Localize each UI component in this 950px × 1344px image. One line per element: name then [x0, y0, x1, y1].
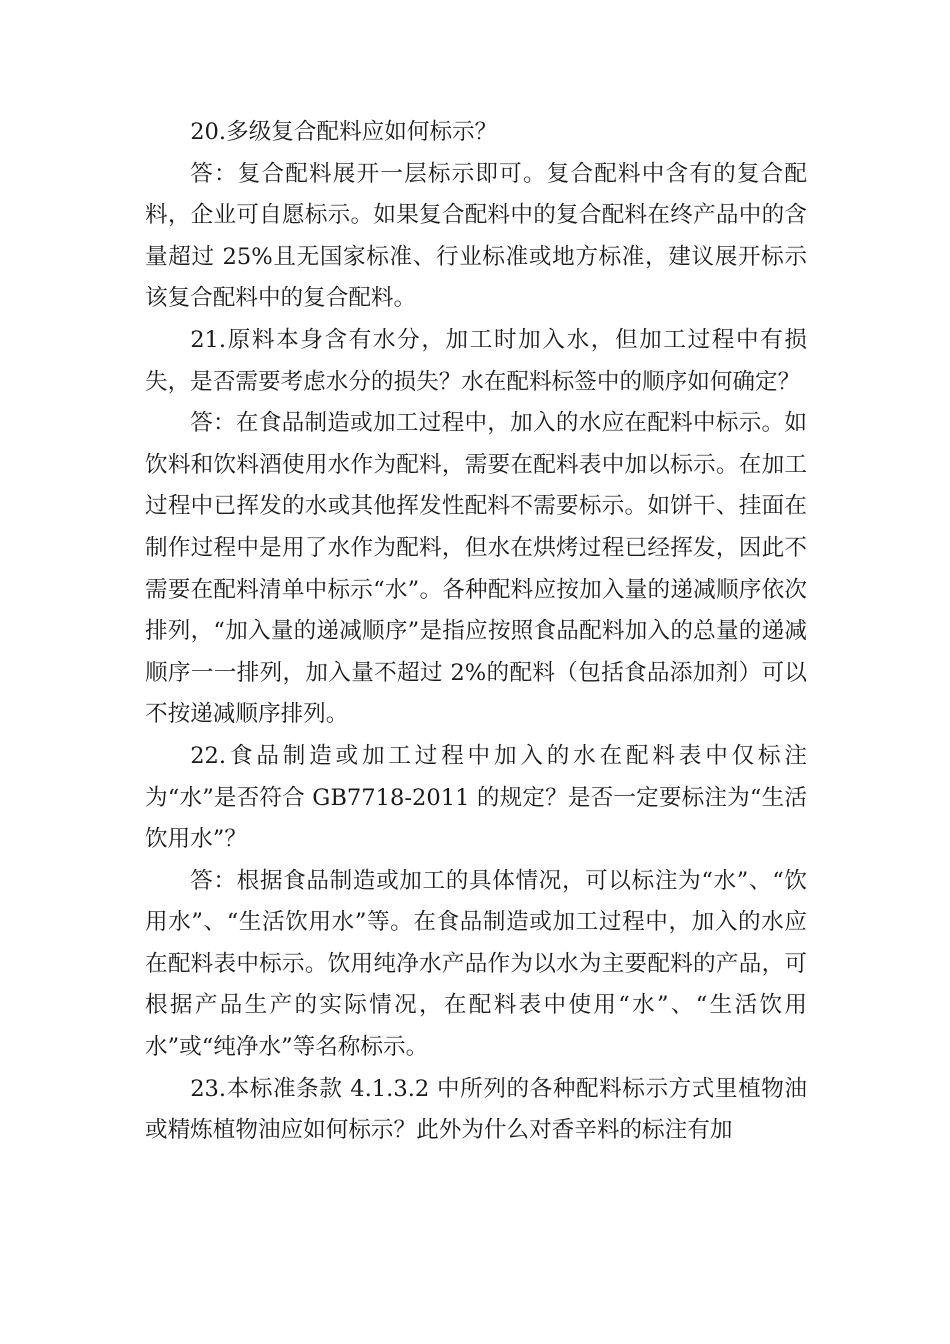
answer-21: 答：在食品制造或加工过程中，加入的水应在配料中标示。如饮料和饮料酒使用水作为配料，需要在配料表中加以标示。在加工过程中已挥发的水或其他挥发性配料不需要标示。如饼干、挂面在制作过程中是用了水作为配料，但水在烘烤过程已经挥发，因此不需要在配料清单中标示“水”。各种配料应按加入量的递减顺序依次排列，“加入量的递减顺序”是指应按照食品配料加入的总量的递减顺序一一排列，加入量不超过 2%的配料（包括食品添加剂）可以不按递减顺序排列。 [145, 410, 807, 728]
question-22: 22.食品制造或加工过程中加入的水在配料表中仅标注为“水”是否符合 GB7718-2011 的规定？是否一定要标注为“生活饮用水”？ [145, 742, 807, 853]
question-20: 20.多级复合配料应如何标示？ [190, 119, 498, 145]
question-21: 21.原料本身含有水分，加工时加入水，但加工过程中有损失，是否需要考虑水分的损失？水在配料标签中的顺序如何确定？ [145, 326, 807, 395]
answer-20: 答：复合配料展开一层标示即可。复合配料中含有的复合配料，企业可自愿标示。如果复合配料中的复合配料在终产品中的含量超过 25%且无国家标准、行业标准或地方标准，建议展开标示该复合配料中的复合配料。 [145, 160, 807, 312]
answer-22: 答：根据食品制造或加工的具体情况，可以标注为“水”、“饮用水”、“生活饮用水”等。在食品制造或加工过程中，加入的水应在配料表中标示。饮用纯净水产品作为以水为主要配料的产品，可根据产品生产的实际情况，在配料表中使用“水”、“生活饮用水”或“纯净水”等名称标示。 [145, 867, 807, 1061]
document-body [145, 112, 807, 1152]
question-23: 23.本标准条款 4.1.3.2 中所列的各种配料标示方式里植物油或精炼植物油应如何标示？此外为什么对香辛料的标注有加 [145, 1075, 807, 1144]
